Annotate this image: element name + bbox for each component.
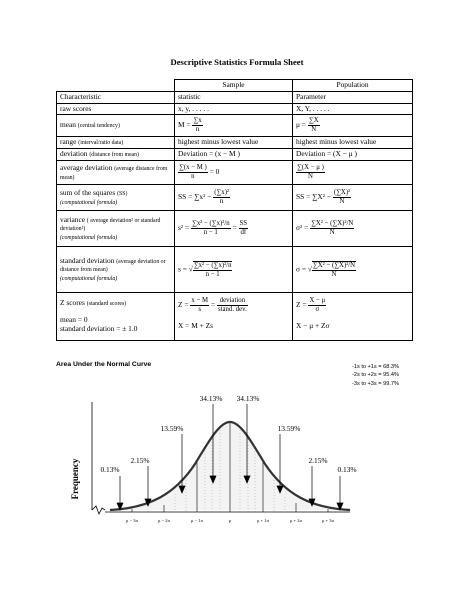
range-line: -1s to +1s = 68.3% <box>352 364 399 370</box>
row-label: standard deviation (average deviation or distance from mean) (computational formula) <box>57 247 175 293</box>
table-row <box>57 137 413 149</box>
x-tick-label: μ + 2σ <box>289 518 303 523</box>
x-tick-label: μ − 3σ <box>125 518 139 523</box>
characteristic-header: Characteristic <box>57 92 175 104</box>
sample-formula: s² = $\frac{\text{∑x² − (∑x)²/n}}{n - 1}$ = $\frac{SS}{df}$ <box>175 211 293 247</box>
statistic-header: statistic <box>175 92 293 104</box>
x-tick-label: μ − 1σ <box>190 518 204 523</box>
pct-label: 2.15% <box>308 456 328 465</box>
x-tick-label: μ + 1σ <box>256 518 270 523</box>
population-formula: σ² = $\frac{\text{∑X² − (∑X)²/N}}{N}$ <box>293 211 413 247</box>
population-cell: highest minus lowest value <box>293 137 413 149</box>
sample-cell: x, y, . . . . . <box>175 103 293 115</box>
group-header-row <box>57 80 413 92</box>
sheet-title: Descriptive Statistics Formula Sheet <box>170 57 304 67</box>
row-label: Z scores (standard scores) mean = 0 standard deviation = ± 1.0 <box>57 293 175 341</box>
row-label: mean (central tendency) <box>57 115 175 137</box>
sample-formula: M = $\frac{\sum x}{n}$ <box>175 115 293 137</box>
table-row <box>57 293 413 341</box>
pct-label: 34.13% <box>199 394 223 403</box>
blank-header <box>57 80 175 92</box>
y-axis-label: Frequency <box>70 458 80 500</box>
table-row <box>57 247 413 293</box>
sample-cell: Deviation = (x − M ) <box>175 149 293 161</box>
sample-formula: $\frac{\sum(x - M )}{n}$ = 0 <box>175 161 293 185</box>
table-row <box>57 103 413 115</box>
table-row <box>57 161 413 185</box>
row-label: raw scores <box>57 103 175 115</box>
sample-formula: Z = $\frac{x - M}{s}$ = $\frac{\text{deviation}}{\text{stand. dev.}}$ X = M + Zs <box>175 293 293 341</box>
row-label: variance ( average deviation² or standard deviation²) (computational formula) <box>57 211 175 247</box>
x-tick-label: μ <box>228 518 232 523</box>
pct-label: 0.13% <box>100 465 120 474</box>
sample-formula: s = √ $\frac{\text{∑x² − (∑x)²/n}}{n - 1}$ <box>175 247 293 293</box>
row-label: deviation (distance from mean) <box>57 149 175 161</box>
population-cell: X, Y, . . . . . <box>293 103 413 115</box>
population-cell: Deviation = (X − μ ) <box>293 149 413 161</box>
axis-break-mark <box>92 506 105 514</box>
population-formula: $\frac{\sum(X - \mu )}{N}$ <box>293 161 413 185</box>
pct-label: 13.59% <box>277 424 301 433</box>
range-line: -3s to +3s = 99.7% <box>352 380 399 387</box>
row-label: range (interval/ratio data) <box>57 137 175 149</box>
sample-cell: highest minus lowest value <box>175 137 293 149</box>
pct-label: 2.15% <box>130 456 150 465</box>
table-row <box>57 149 413 161</box>
population-formula: μ = $\frac{\sum X}{N}$ <box>293 115 413 137</box>
formula-table <box>56 79 413 341</box>
x-tick-label: μ + 3σ <box>321 518 335 523</box>
sample-header: Sample <box>175 80 293 92</box>
normal-curve-diagram <box>60 384 360 554</box>
table-row <box>57 185 413 211</box>
pct-label: 0.13% <box>337 465 357 474</box>
x-tick-label: μ − 2σ <box>157 518 171 523</box>
population-formula: Z = $\frac{X - \mu}{\sigma}$ X − μ + Zσ <box>293 293 413 341</box>
column-header-row <box>57 92 413 104</box>
parameter-header: Parameter <box>293 92 413 104</box>
population-formula: σ = √ $\frac{\text{∑X² − (∑X)²/N}}{N}$ <box>293 247 413 293</box>
pct-label: 34.13% <box>236 394 260 403</box>
sample-formula: SS = ∑x² − $\frac{\text{(∑x)²}}{n}$ <box>175 185 293 211</box>
table-row <box>57 115 413 137</box>
row-label: sum of the squares (SS) (computational formula) <box>57 185 175 211</box>
range-line: -2s to +2s = 95.4% <box>352 372 399 379</box>
population-header: Population <box>293 80 413 92</box>
area-title: Area Under the Normal Curve <box>56 361 152 368</box>
pct-label: 13.59% <box>160 424 184 433</box>
table-row <box>57 211 413 247</box>
row-label: average deviation (average distance from mean) <box>57 161 175 185</box>
population-formula: SS = ∑X² − $\frac{\text{(∑X)²}}{N}$ <box>293 185 413 211</box>
